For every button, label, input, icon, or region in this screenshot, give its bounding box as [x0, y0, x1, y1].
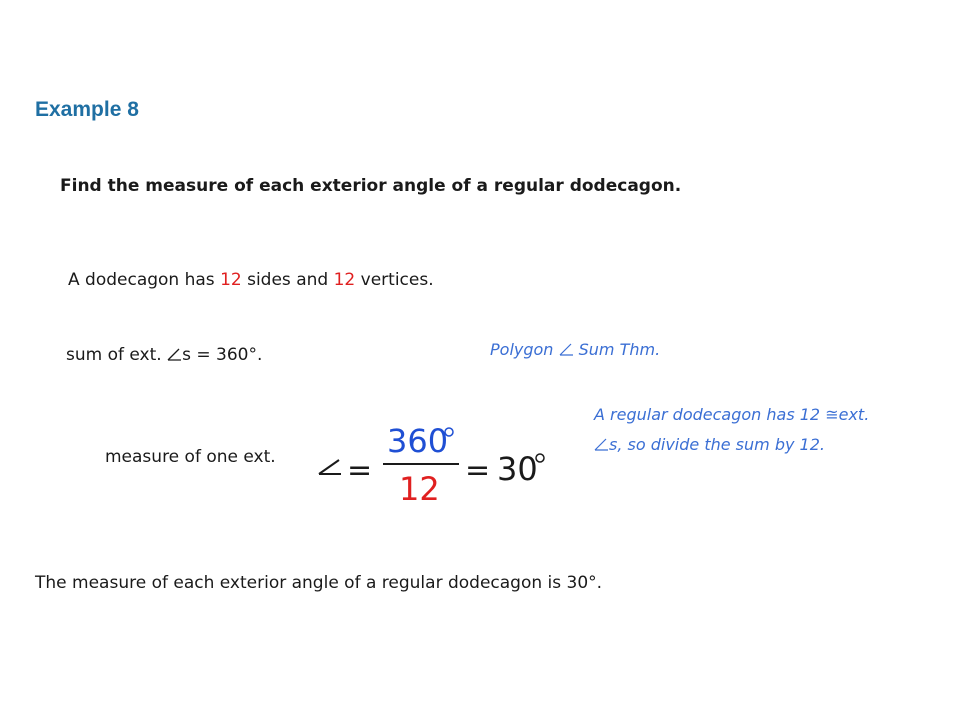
result-value: 30: [497, 450, 538, 488]
reason-line-1: [594, 400, 869, 430]
angle-icon: [594, 438, 609, 451]
fact-middle: sides and: [241, 270, 334, 290]
fact-prefix: A dodecagon has: [68, 270, 221, 290]
angle-icon: [559, 343, 574, 356]
reason-line-2: [594, 430, 869, 460]
vertices-count: 12: [333, 270, 356, 290]
sum-suffix: s = 360°.: [182, 345, 263, 365]
sides-count: 12: [220, 270, 242, 290]
equals-sign: =: [465, 453, 491, 488]
reason-prefix: Polygon: [490, 340, 559, 359]
congruent-icon: ≅: [825, 405, 839, 424]
dodecagon-fact: [68, 270, 434, 290]
sum-statement: [66, 345, 262, 365]
one-angle-label: measure of one ext.: [105, 447, 276, 467]
reason-suffix: Sum Thm.: [573, 340, 661, 359]
angle-icon: [319, 460, 341, 474]
denominator: 12: [399, 470, 440, 508]
angle-icon: [167, 348, 182, 361]
reason-text: ext.: [838, 405, 870, 424]
numerator: 360: [387, 422, 449, 460]
sum-prefix: sum of ext.: [66, 345, 168, 365]
equals-sign: =: [347, 453, 373, 488]
equation: [315, 418, 555, 508]
example-title: Example 8: [35, 98, 139, 121]
reason-polygon-sum: [490, 340, 660, 359]
problem-statement: Find the measure of each exterior angle of a regular dodecagon.: [60, 176, 682, 196]
fact-suffix: vertices.: [355, 270, 434, 290]
reason-text: s, so divide the sum by 12.: [609, 435, 825, 454]
final-answer: The measure of each exterior angle of a regular dodecagon is 30°.: [35, 573, 603, 593]
reason-text: A regular dodecagon has 12: [594, 405, 826, 424]
reason-regular-dodecagon: [594, 400, 869, 460]
